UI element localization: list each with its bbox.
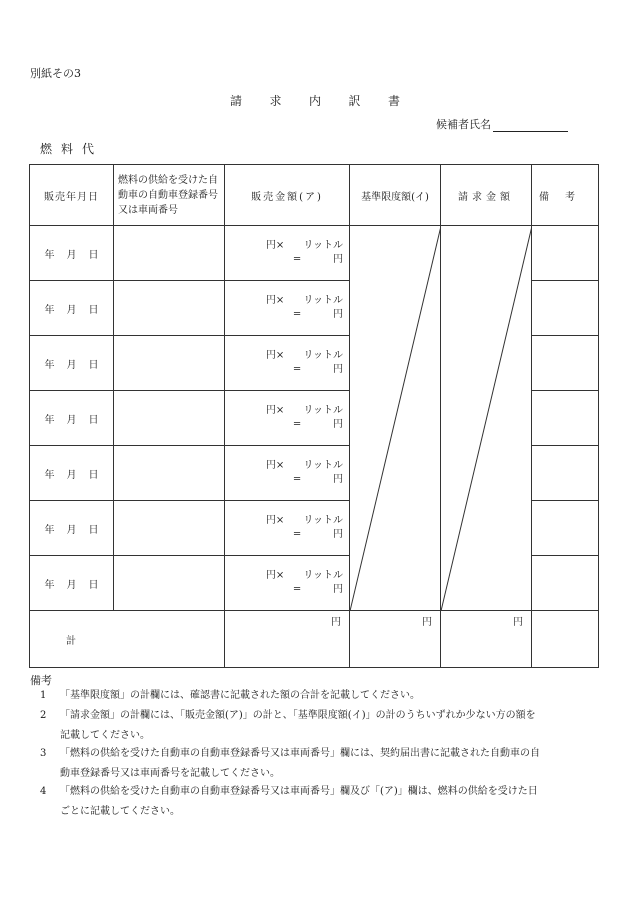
note-item bbox=[40, 706, 600, 746]
vehicle-cell[interactable] bbox=[114, 281, 225, 336]
total-remarks-cell[interactable] bbox=[532, 611, 599, 668]
page-title bbox=[230, 92, 400, 109]
title-char: 書 bbox=[387, 94, 400, 108]
header-limit: 基準限度額(イ) bbox=[350, 165, 441, 226]
amount-cell[interactable]: 円× リットル = 円 bbox=[225, 281, 350, 336]
header-date: 販売年月日 bbox=[30, 165, 114, 226]
title-char: 請 bbox=[230, 94, 243, 108]
vehicle-cell[interactable] bbox=[114, 226, 225, 281]
total-label: 計 bbox=[30, 611, 225, 668]
title-char: 内 bbox=[308, 94, 321, 108]
header-vehicle: 燃料の供給を受けた自動車の自動車登録番号又は車両番号 bbox=[114, 165, 225, 226]
candidate-name-field[interactable] bbox=[436, 116, 568, 132]
note-text: 「燃料の供給を受けた自動車の自動車登録番号又は車両番号」欄には、契約届出書に記載された自動車の自 bbox=[60, 748, 540, 759]
candidate-label: 候補者氏名 bbox=[436, 118, 491, 131]
note-number: 1 bbox=[40, 690, 47, 701]
table-row bbox=[30, 226, 599, 281]
total-claim-cell[interactable]: 円 bbox=[441, 611, 532, 668]
amount-cell[interactable]: 円× リットル = 円 bbox=[225, 226, 350, 281]
remarks-cell[interactable] bbox=[532, 556, 599, 611]
date-cell[interactable]: 年 月 日 bbox=[30, 281, 114, 336]
date-cell[interactable]: 年 月 日 bbox=[30, 446, 114, 501]
header-amount: 販売金額(ア) bbox=[225, 165, 350, 226]
date-cell[interactable]: 年 月 日 bbox=[30, 501, 114, 556]
note-item bbox=[40, 782, 600, 822]
vehicle-cell[interactable] bbox=[114, 446, 225, 501]
total-amount-cell[interactable]: 円 bbox=[225, 611, 350, 668]
claim-cell-void bbox=[441, 226, 532, 611]
total-limit-cell[interactable]: 円 bbox=[350, 611, 441, 668]
diagonal-strike bbox=[350, 226, 441, 611]
remarks-cell[interactable] bbox=[532, 226, 599, 281]
note-text-cont: 記載してください。 bbox=[60, 730, 150, 741]
remarks-cell[interactable] bbox=[532, 336, 599, 391]
limit-cell-void bbox=[350, 226, 441, 611]
remarks-cell[interactable] bbox=[532, 501, 599, 556]
vehicle-cell[interactable] bbox=[114, 391, 225, 446]
title-char: 求 bbox=[269, 94, 282, 108]
date-cell[interactable]: 年 月 日 bbox=[30, 226, 114, 281]
note-text-cont: ごとに記載してください。 bbox=[60, 806, 180, 817]
section-label: 燃料代 bbox=[40, 142, 104, 156]
amount-cell[interactable]: 円× リットル = 円 bbox=[225, 336, 350, 391]
vehicle-cell[interactable] bbox=[114, 336, 225, 391]
title-char: 訳 bbox=[348, 94, 361, 108]
remarks-cell[interactable] bbox=[532, 446, 599, 501]
diagonal-strike bbox=[441, 226, 532, 611]
header-remarks: 備考 bbox=[532, 165, 599, 226]
date-cell[interactable]: 年 月 日 bbox=[30, 391, 114, 446]
note-item bbox=[40, 686, 600, 706]
vehicle-cell[interactable] bbox=[114, 556, 225, 611]
amount-cell[interactable]: 円× リットル = 円 bbox=[225, 556, 350, 611]
date-cell[interactable]: 年 月 日 bbox=[30, 336, 114, 391]
note-text: 「燃料の供給を受けた自動車の自動車登録番号又は車両番号」欄及び「(ア)」欄は、燃料の供給を受けた日 bbox=[60, 786, 538, 797]
claim-table bbox=[29, 164, 599, 668]
note-text: 「請求金額」の計欄には、「販売金額(ア)」の計と、「基準限度額(イ)」の計のうちいずれか少ない方の額を bbox=[60, 710, 536, 721]
notes-heading: 備考 bbox=[30, 674, 52, 687]
note-item bbox=[40, 744, 600, 784]
note-number: 4 bbox=[40, 786, 47, 797]
date-cell[interactable]: 年 月 日 bbox=[30, 556, 114, 611]
note-text: 「基準限度額」の計欄には、確認書に記載された額の合計を記載してください。 bbox=[60, 690, 420, 701]
note-text-cont: 動車登録番号又は車両番号を記載してください。 bbox=[60, 768, 280, 779]
attachment-label: 別紙その3 bbox=[30, 67, 81, 80]
note-number: 3 bbox=[40, 748, 47, 759]
amount-cell[interactable]: 円× リットル = 円 bbox=[225, 501, 350, 556]
remarks-cell[interactable] bbox=[532, 391, 599, 446]
note-number: 2 bbox=[40, 710, 47, 721]
remarks-cell[interactable] bbox=[532, 281, 599, 336]
header-claim: 請求金額 bbox=[441, 165, 532, 226]
candidate-name-line[interactable] bbox=[493, 119, 568, 132]
amount-cell[interactable]: 円× リットル = 円 bbox=[225, 446, 350, 501]
total-row bbox=[30, 611, 599, 668]
vehicle-cell[interactable] bbox=[114, 501, 225, 556]
amount-cell[interactable]: 円× リットル = 円 bbox=[225, 391, 350, 446]
